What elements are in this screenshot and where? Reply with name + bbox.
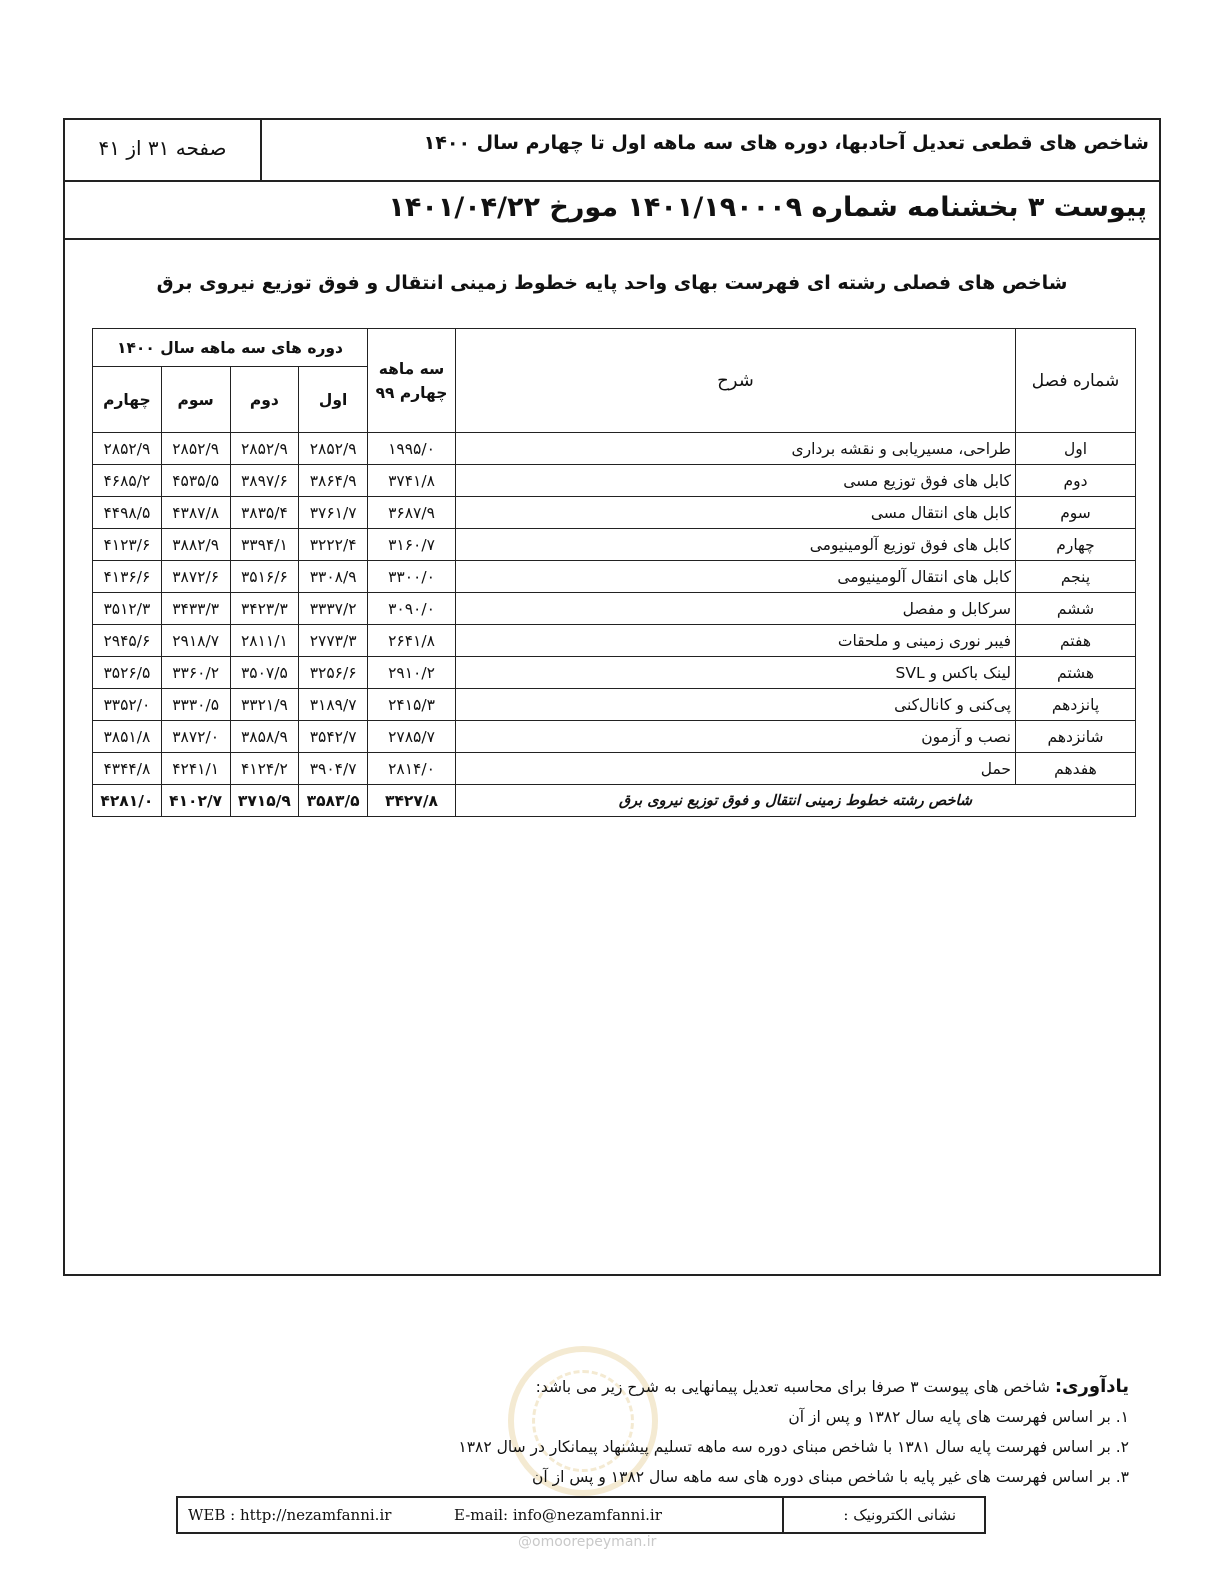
table-row bbox=[93, 433, 1136, 465]
q3-cell: ۳۴۳۳/۳ bbox=[161, 593, 230, 625]
q4-cell: ۳۵۱۲/۳ bbox=[93, 593, 162, 625]
header-period-group: دوره های سه ماهه سال ۱۴۰۰ bbox=[93, 329, 368, 367]
chapter-cell: ششم bbox=[1016, 593, 1136, 625]
q4-cell: ۳۳۵۲/۰ bbox=[93, 689, 162, 721]
document-title: شاخص های قطعی تعدیل آحادبها، دوره های سه ماهه اول تا چهارم سال ۱۴۰۰ bbox=[423, 132, 1149, 154]
q1-cell: ۳۳۳۷/۲ bbox=[299, 593, 368, 625]
page-number: صفحه ۳۱ از ۴۱ bbox=[98, 136, 227, 160]
header-q3: سوم bbox=[161, 367, 230, 433]
q3-cell: ۲۹۱۸/۷ bbox=[161, 625, 230, 657]
q3-cell: ۳۸۸۲/۹ bbox=[161, 529, 230, 561]
reminder-item: ۳. بر اساس فهرست های غیر پایه با شاخص مبنای دوره های سه ماهه سال ۱۳۸۲ و پس از آن bbox=[532, 1468, 1129, 1486]
base-cell: ۱۹۹۵/۰ bbox=[368, 433, 456, 465]
chapter-cell: شانزدهم bbox=[1016, 721, 1136, 753]
header-q4: چهارم bbox=[93, 367, 162, 433]
base-cell: ۳۳۰۰/۰ bbox=[368, 561, 456, 593]
header-row bbox=[65, 120, 1159, 182]
base-cell: ۲۹۱۰/۲ bbox=[368, 657, 456, 689]
total-description: شاخص رشته خطوط زمینی انتقال و فوق توزیع نیروی برق bbox=[456, 785, 1136, 817]
q4-cell: ۲۸۵۲/۹ bbox=[93, 433, 162, 465]
base-cell: ۳۶۸۷/۹ bbox=[368, 497, 456, 529]
total-q3: ۴۱۰۲/۷ bbox=[161, 785, 230, 817]
reminder-intro: شاخص های پیوست ۳ صرفا برای محاسبه تعدیل پیمانهایی به شرح زیر می باشد: bbox=[535, 1378, 1050, 1396]
description-cell: فیبر نوری زمینی و ملحقات bbox=[456, 625, 1016, 657]
q4-cell: ۴۶۸۵/۲ bbox=[93, 465, 162, 497]
q2-cell: ۳۵۱۶/۶ bbox=[230, 561, 299, 593]
contact-footer bbox=[176, 1496, 986, 1534]
description-cell: کابل های فوق توزیع مسی bbox=[456, 465, 1016, 497]
reminder-item: ۱. بر اساس فهرست های پایه سال ۱۳۸۲ و پس از آن bbox=[788, 1408, 1129, 1426]
q1-cell: ۳۲۲۲/۴ bbox=[299, 529, 368, 561]
reminder-lead: یادآوری: bbox=[1054, 1376, 1129, 1397]
q2-cell: ۳۸۳۵/۴ bbox=[230, 497, 299, 529]
table-row bbox=[93, 561, 1136, 593]
base-cell: ۲۶۴۱/۸ bbox=[368, 625, 456, 657]
table-row bbox=[93, 689, 1136, 721]
contact-label-cell bbox=[782, 1498, 984, 1532]
q3-cell: ۴۲۴۱/۱ bbox=[161, 753, 230, 785]
total-q2: ۳۷۱۵/۹ bbox=[230, 785, 299, 817]
base-cell: ۳۰۹۰/۰ bbox=[368, 593, 456, 625]
chapter-cell: چهارم bbox=[1016, 529, 1136, 561]
header-q2: دوم bbox=[230, 367, 299, 433]
q1-cell: ۲۸۵۲/۹ bbox=[299, 433, 368, 465]
q1-cell: ۳۹۰۴/۷ bbox=[299, 753, 368, 785]
total-base: ۳۴۲۷/۸ bbox=[368, 785, 456, 817]
table-row bbox=[93, 529, 1136, 561]
table-row bbox=[93, 625, 1136, 657]
q4-cell: ۳۵۲۶/۵ bbox=[93, 657, 162, 689]
header-description: شرح bbox=[456, 329, 1016, 433]
q1-cell: ۲۷۷۳/۳ bbox=[299, 625, 368, 657]
q1-cell: ۳۸۶۴/۹ bbox=[299, 465, 368, 497]
email-link[interactable]: E-mail: info@nezamfanni.ir bbox=[454, 1506, 662, 1524]
q2-cell: ۳۳۹۴/۱ bbox=[230, 529, 299, 561]
total-q4: ۴۲۸۱/۰ bbox=[93, 785, 162, 817]
q4-cell: ۲۹۴۵/۶ bbox=[93, 625, 162, 657]
q1-cell: ۳۲۵۶/۶ bbox=[299, 657, 368, 689]
q2-cell: ۲۸۵۲/۹ bbox=[230, 433, 299, 465]
q3-cell: ۴۳۸۷/۸ bbox=[161, 497, 230, 529]
header-chapter: شماره فصل bbox=[1016, 329, 1136, 433]
circular-reference: پیوست ۳ بخشنامه شماره ۱۴۰۱/۱۹۰۰۰۹ مورخ ۱۴۰۱/۰۴/۲۲ bbox=[388, 192, 1147, 223]
description-cell: کابل های انتقال مسی bbox=[456, 497, 1016, 529]
q4-cell: ۴۴۹۸/۵ bbox=[93, 497, 162, 529]
base-cell: ۳۱۶۰/۷ bbox=[368, 529, 456, 561]
q3-cell: ۳۳۳۰/۵ bbox=[161, 689, 230, 721]
table-row bbox=[93, 465, 1136, 497]
circular-row bbox=[65, 182, 1159, 240]
page-number-cell bbox=[65, 120, 262, 180]
q2-cell: ۳۳۲۱/۹ bbox=[230, 689, 299, 721]
description-cell: کابل های انتقال آلومینیومی bbox=[456, 561, 1016, 593]
base-cell: ۲۴۱۵/۳ bbox=[368, 689, 456, 721]
base-cell: ۲۸۱۴/۰ bbox=[368, 753, 456, 785]
website-link[interactable]: WEB : http://nezamfanni.ir bbox=[188, 1506, 392, 1524]
q1-cell: ۳۵۴۲/۷ bbox=[299, 721, 368, 753]
base-cell: ۳۷۴۱/۸ bbox=[368, 465, 456, 497]
header-q1: اول bbox=[299, 367, 368, 433]
q3-cell: ۳۳۶۰/۲ bbox=[161, 657, 230, 689]
q3-cell: ۳۸۷۲/۰ bbox=[161, 721, 230, 753]
chapter-cell: هشتم bbox=[1016, 657, 1136, 689]
q2-cell: ۲۸۱۱/۱ bbox=[230, 625, 299, 657]
q2-cell: ۳۴۲۳/۳ bbox=[230, 593, 299, 625]
total-row bbox=[93, 785, 1136, 817]
table-row bbox=[93, 593, 1136, 625]
table-row bbox=[93, 721, 1136, 753]
q3-cell: ۳۸۷۲/۶ bbox=[161, 561, 230, 593]
reminder-item: ۲. بر اساس فهرست پایه سال ۱۳۸۱ با شاخص مبنای دوره سه ماهه تسلیم پیشنهاد پیمانکار در سال ۱۳۸۲ bbox=[458, 1438, 1129, 1456]
chapter-cell: هفدهم bbox=[1016, 753, 1136, 785]
section-title: شاخص های فصلی رشته ای فهرست بهای واحد پایه خطوط زمینی انتقال و فوق توزیع نیروی برق bbox=[156, 272, 1068, 294]
description-cell: سرکابل و مفصل bbox=[456, 593, 1016, 625]
q4-cell: ۳۸۵۱/۸ bbox=[93, 721, 162, 753]
description-cell: کابل های فوق توزیع آلومینیومی bbox=[456, 529, 1016, 561]
q1-cell: ۳۳۰۸/۹ bbox=[299, 561, 368, 593]
index-table bbox=[92, 328, 1136, 817]
chapter-cell: اول bbox=[1016, 433, 1136, 465]
q2-cell: ۳۵۰۷/۵ bbox=[230, 657, 299, 689]
reminder-intro-line bbox=[349, 1372, 1129, 1402]
q4-cell: ۴۱۳۶/۶ bbox=[93, 561, 162, 593]
q1-cell: ۳۷۶۱/۷ bbox=[299, 497, 368, 529]
table-row bbox=[93, 497, 1136, 529]
chapter-cell: پنجم bbox=[1016, 561, 1136, 593]
q3-cell: ۴۵۳۵/۵ bbox=[161, 465, 230, 497]
q4-cell: ۴۳۴۴/۸ bbox=[93, 753, 162, 785]
table-row bbox=[93, 753, 1136, 785]
table-row bbox=[93, 657, 1136, 689]
q2-cell: ۳۸۹۷/۶ bbox=[230, 465, 299, 497]
q2-cell: ۴۱۲۴/۲ bbox=[230, 753, 299, 785]
header-base-quarter bbox=[368, 329, 456, 433]
description-cell: نصب و آزمون bbox=[456, 721, 1016, 753]
description-cell: لینک باکس و SVL bbox=[456, 657, 1016, 689]
chapter-cell: دوم bbox=[1016, 465, 1136, 497]
q2-cell: ۳۸۵۸/۹ bbox=[230, 721, 299, 753]
header-base-label: سه ماهه چهارم ۹۹ bbox=[375, 359, 448, 402]
chapter-cell: هفتم bbox=[1016, 625, 1136, 657]
description-cell: پی‌کنی و کانال‌کنی bbox=[456, 689, 1016, 721]
chapter-cell: پانزدهم bbox=[1016, 689, 1136, 721]
chapter-cell: سوم bbox=[1016, 497, 1136, 529]
total-q1: ۳۵۸۳/۵ bbox=[299, 785, 368, 817]
description-cell: طراحی، مسیریابی و نقشه برداری bbox=[456, 433, 1016, 465]
q1-cell: ۳۱۸۹/۷ bbox=[299, 689, 368, 721]
contact-label: نشانی الکترونیک : bbox=[843, 1506, 956, 1524]
description-cell: حمل bbox=[456, 753, 1016, 785]
base-cell: ۲۷۸۵/۷ bbox=[368, 721, 456, 753]
watermark-url: @omoorepeyman.ir bbox=[518, 1534, 657, 1550]
q3-cell: ۲۸۵۲/۹ bbox=[161, 433, 230, 465]
q4-cell: ۴۱۲۳/۶ bbox=[93, 529, 162, 561]
document-frame bbox=[63, 118, 1161, 1276]
reminder-notes bbox=[349, 1372, 1129, 1492]
